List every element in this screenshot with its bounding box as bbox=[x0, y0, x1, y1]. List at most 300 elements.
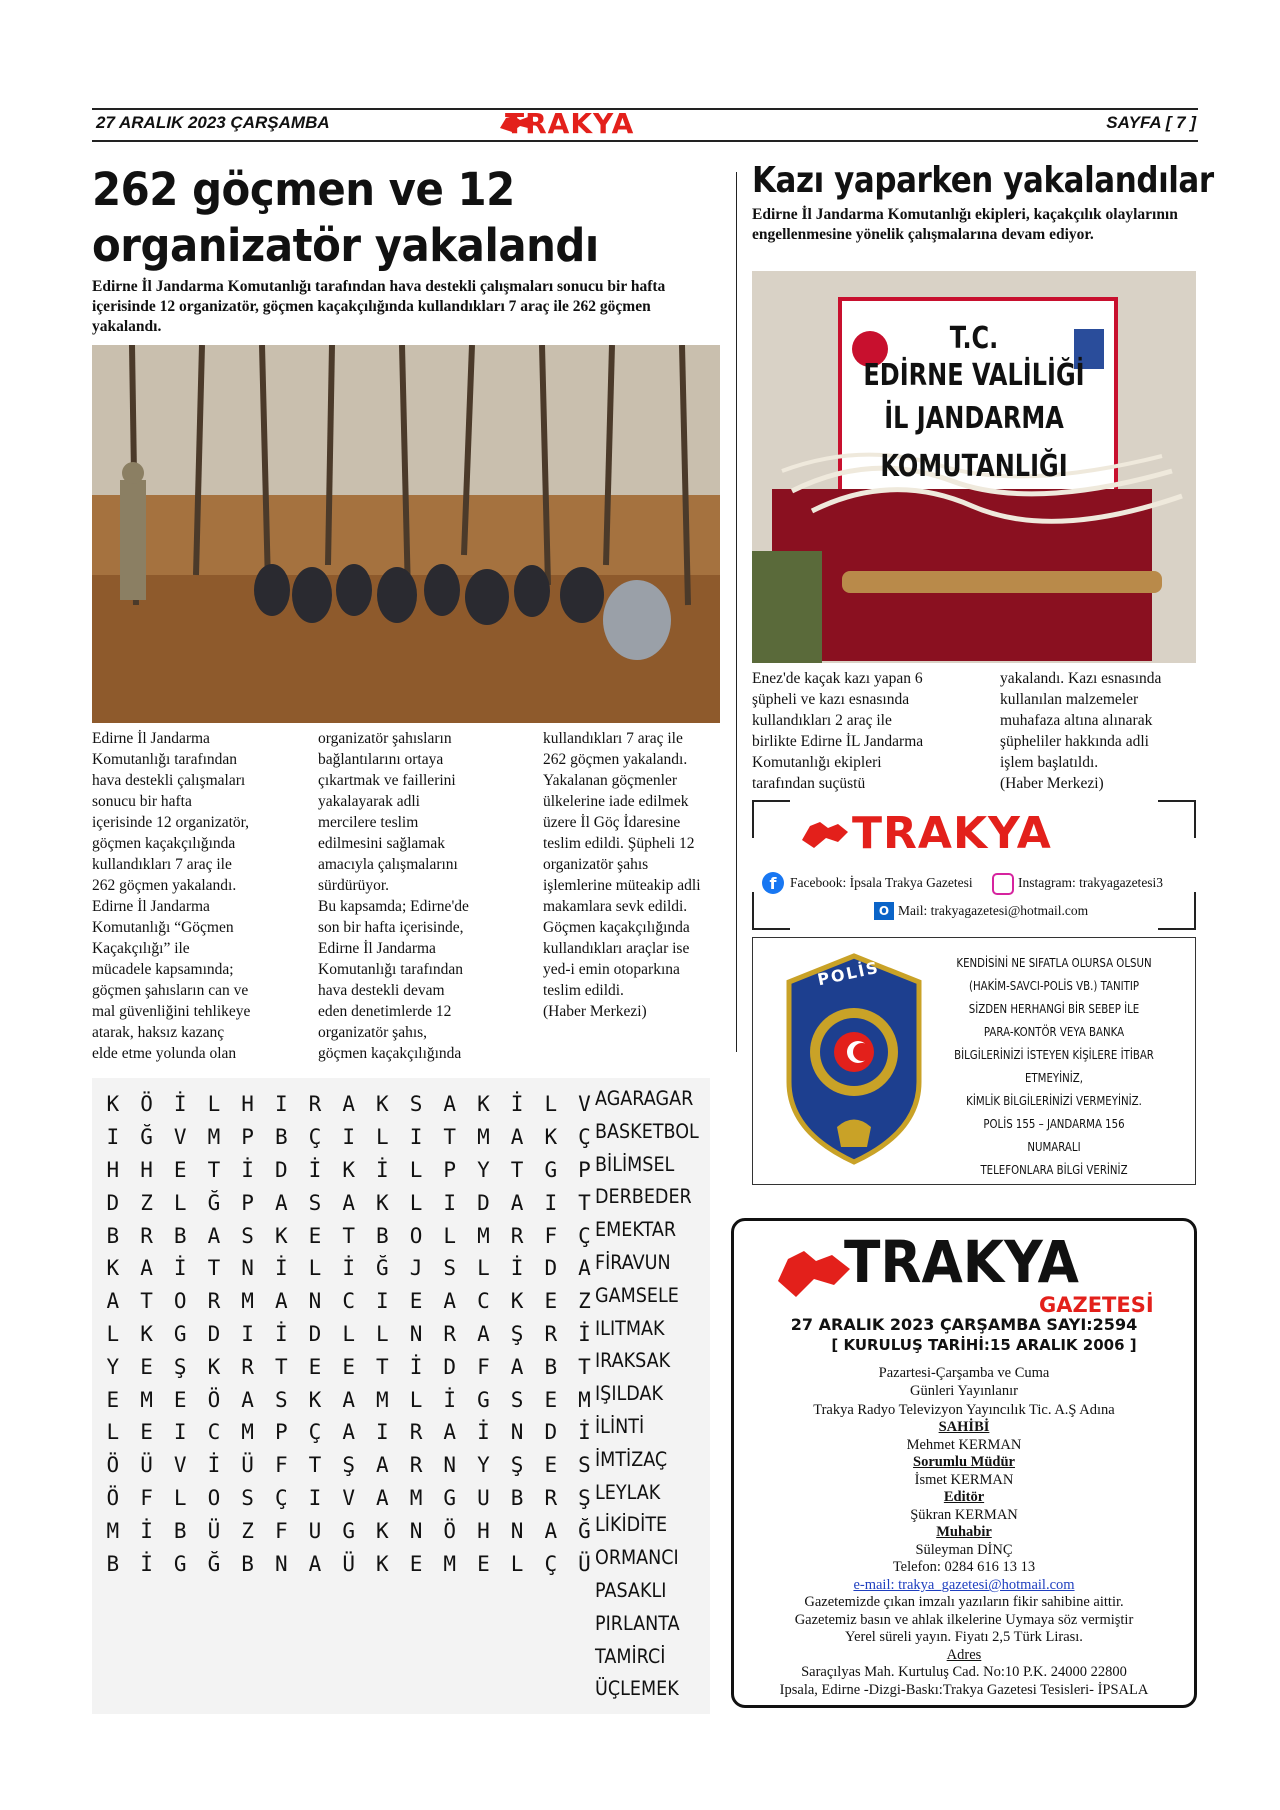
turkey-map-icon bbox=[800, 816, 852, 850]
puzzle-cell: Ü bbox=[342, 1551, 355, 1576]
puzzle-cell: Z bbox=[140, 1190, 153, 1215]
puzzle-cell: A bbox=[342, 1190, 355, 1215]
puzzle-cell: T bbox=[578, 1354, 591, 1379]
puzzle-cell: A bbox=[207, 1223, 221, 1248]
puzzle-cell: Ç bbox=[578, 1125, 591, 1150]
puzzle-cell: Ş bbox=[510, 1453, 524, 1478]
puzzle-cell: E bbox=[342, 1354, 355, 1379]
puzzle-cell: E bbox=[173, 1157, 187, 1182]
mail-link[interactable]: Mail: trakyagazetesi@hotmail.com bbox=[898, 903, 1089, 918]
puzzle-cell: V bbox=[173, 1453, 187, 1478]
puzzle-word: İLİNTİ bbox=[595, 1414, 645, 1438]
puzzle-cell: İ bbox=[342, 1256, 355, 1281]
gazette-owner-title: SAHİBİ bbox=[938, 1419, 990, 1435]
puzzle-cell: O bbox=[409, 1223, 423, 1248]
puzzle-cell: H bbox=[140, 1157, 153, 1182]
puzzle-cell: E bbox=[544, 1453, 558, 1478]
puzzle-cell: B bbox=[106, 1551, 120, 1576]
puzzle-cell: Ş bbox=[578, 1485, 591, 1510]
instagram-icon bbox=[992, 873, 1014, 895]
facebook-icon: f bbox=[762, 872, 784, 894]
puzzle-cell: H bbox=[241, 1092, 254, 1117]
puzzle-cell: İ bbox=[409, 1354, 423, 1379]
puzzle-row bbox=[96, 1350, 601, 1383]
gazette-schedule-1: Pazartesi-Çarşamba ve Cuma bbox=[878, 1365, 1050, 1381]
puzzle-cell: Ü bbox=[207, 1518, 221, 1543]
puzzle-cell: C bbox=[342, 1289, 355, 1314]
puzzle-cell: L bbox=[308, 1256, 322, 1281]
puzzle-cell: K bbox=[376, 1551, 389, 1576]
puzzle-word: LEYLAK bbox=[595, 1480, 661, 1504]
police-warning-text: KENDİSİNİ NE SIFATLA OLURSA OLSUN (HAKİM-SAVCI-POLİS VB.) TANITIP SİZDEN HERHANGİ BİR SEBEP İLE PARA-KONTÖR VEYA BANKA BİLGİLERİNİZİ İSTEYEN KİŞİLERE İTİBAR ETMEYİNİZ, KİMLİK BİLGİLERİNİZİ VERMEYİNİZ. POLİS 155 – JANDARMA 156 NUMARALI TELEFONLARA BİLGİ VERİNİZ bbox=[954, 956, 1154, 1177]
header-rule-bottom bbox=[92, 140, 1198, 142]
puzzle-row bbox=[96, 1318, 601, 1351]
puzzle-cell: Ş bbox=[342, 1453, 355, 1478]
puzzle-cell: Ö bbox=[207, 1387, 221, 1412]
puzzle-cell: İ bbox=[376, 1157, 389, 1182]
puzzle-cell: I bbox=[274, 1092, 288, 1117]
puzzle-cell: R bbox=[207, 1289, 221, 1314]
article2-column-2: yakalandı. Kazı esnasında kullanılan malzemeler muhafaza altına alınarak şüpheliler hakkında adli işlem başlatıldı. (Haber Merkezi) bbox=[1000, 670, 1162, 792]
puzzle-cell: P bbox=[241, 1190, 254, 1215]
puzzle-cell: R bbox=[544, 1321, 558, 1346]
puzzle-cell: G bbox=[342, 1518, 355, 1543]
puzzle-cell: T bbox=[510, 1157, 524, 1182]
puzzle-cell: K bbox=[106, 1256, 120, 1281]
puzzle-word: TAMİRCİ bbox=[595, 1644, 666, 1668]
puzzle-cell: Ü bbox=[578, 1551, 591, 1576]
puzzle-word: AGARAGAR bbox=[595, 1087, 694, 1110]
puzzle-cell: P bbox=[241, 1125, 254, 1150]
gazette-note-2: Gazetemiz basın ve ahlak ilkelerine Uymaya söz vermiştir bbox=[794, 1612, 1134, 1628]
puzzle-cell: E bbox=[140, 1354, 153, 1379]
puzzle-word: BİLİMSEL bbox=[595, 1152, 675, 1176]
puzzle-cell: F bbox=[274, 1518, 288, 1543]
article1-headline: 262 göçmen ve 12 organizatör yakalandı bbox=[92, 163, 599, 272]
puzzle-cell: I bbox=[342, 1125, 355, 1150]
puzzle-cell: Y bbox=[477, 1157, 490, 1182]
puzzle-cell: M bbox=[409, 1485, 423, 1510]
frame-corner bbox=[752, 800, 790, 838]
puzzle-cell: K bbox=[207, 1354, 221, 1379]
puzzle-row bbox=[96, 1416, 601, 1449]
puzzle-cell: K bbox=[308, 1387, 322, 1412]
puzzle-row bbox=[96, 1154, 601, 1187]
puzzle-cell: B bbox=[173, 1518, 187, 1543]
puzzle-cell: M bbox=[140, 1387, 153, 1412]
puzzle-cell: Ö bbox=[106, 1453, 120, 1478]
puzzle-cell: G bbox=[173, 1321, 187, 1346]
puzzle-word: IŞILDAK bbox=[595, 1382, 663, 1406]
puzzle-cell: C bbox=[477, 1289, 490, 1314]
puzzle-cell: U bbox=[308, 1518, 322, 1543]
puzzle-cell: E bbox=[544, 1289, 558, 1314]
gazette-subtitle: GAZETESİ bbox=[1039, 1293, 1154, 1317]
header-brand: TRAKYA bbox=[505, 107, 635, 140]
puzzle-cell: K bbox=[376, 1092, 389, 1117]
puzzle-cell: A bbox=[443, 1289, 457, 1314]
puzzle-word: IRAKSAK bbox=[595, 1349, 671, 1373]
puzzle-cell: A bbox=[140, 1256, 153, 1281]
puzzle-cell: I bbox=[376, 1420, 389, 1445]
puzzle-cell: İ bbox=[140, 1518, 153, 1543]
puzzle-cell: O bbox=[207, 1485, 221, 1510]
puzzle-cell: E bbox=[106, 1387, 120, 1412]
article1-lead: Edirne İl Jandarma Komutanlığı tarafından hava destekli çalışmaları sonucu bir hafta içerisinde 12 organizatör, göçmen kaçakçılığında kullandıkları 7 araç ile 262 göçmen yakalandı. bbox=[92, 278, 666, 335]
puzzle-cell: Ğ bbox=[140, 1125, 153, 1150]
puzzle-cell: N bbox=[241, 1256, 254, 1281]
puzzle-word: ORMANCI bbox=[595, 1546, 679, 1570]
issue-date: 27 ARALIK 2023 ÇARŞAMBA bbox=[96, 113, 330, 132]
facebook-link[interactable]: Facebook: İpsala Trakya Gazetesi bbox=[790, 875, 973, 890]
puzzle-cell: R bbox=[443, 1321, 457, 1346]
gazette-masthead-box bbox=[731, 1218, 1197, 1708]
gazette-manager-title: Sorumlu Müdür bbox=[913, 1454, 1015, 1470]
puzzle-cell: E bbox=[544, 1387, 558, 1412]
puzzle-cell: K bbox=[274, 1223, 288, 1248]
gazette-address-title: Adres bbox=[946, 1647, 982, 1663]
puzzle-cell: C bbox=[207, 1420, 221, 1445]
puzzle-cell: K bbox=[106, 1092, 120, 1117]
article1-column-1: Edirne İl Jandarma Komutanlığı tarafından hava destekli çalışmaları sonucu bir hafta içerisinde 12 organizatör, göçmen kaçakçılığında kullandıkları 7 araç ile 262 göçmen yakalandı. Edirne İl Jandarma Komutanlığı “Göçmen Kaçakçılığı” ile mücadele kapsamında; göçmen şahısların can ve mal güvenliğini tehlikeye atarak, haksız kazanç elde etme yolunda olan bbox=[92, 730, 251, 1062]
puzzle-word: ILITMAK bbox=[595, 1316, 665, 1340]
puzzle-cell: I bbox=[409, 1125, 423, 1150]
puzzle-cell: S bbox=[274, 1387, 288, 1412]
article2-photo bbox=[752, 271, 1196, 663]
puzzle-cell: M bbox=[241, 1289, 254, 1314]
gazette-founded: [ KURULUŞ TARİHİ:15 ARALIK 2006 ] bbox=[831, 1336, 1137, 1354]
puzzle-word: GAMSELE bbox=[595, 1283, 679, 1307]
puzzle-word: FİRAVUN bbox=[595, 1250, 671, 1274]
puzzle-cell: P bbox=[578, 1157, 591, 1182]
puzzle-cell: E bbox=[409, 1551, 423, 1576]
puzzle-row bbox=[96, 1449, 601, 1482]
puzzle-cell: G bbox=[173, 1551, 187, 1576]
column-divider bbox=[736, 172, 737, 1052]
puzzle-cell: S bbox=[241, 1223, 254, 1248]
puzzle-cell: T bbox=[140, 1289, 153, 1314]
puzzle-word: LİKİDİTE bbox=[595, 1513, 668, 1537]
puzzle-cell: Ö bbox=[140, 1092, 153, 1117]
puzzle-cell: A bbox=[342, 1092, 355, 1117]
puzzle-cell: I bbox=[106, 1125, 120, 1150]
puzzle-cell: Z bbox=[241, 1518, 254, 1543]
puzzle-cell: T bbox=[376, 1354, 389, 1379]
puzzle-cell: M bbox=[376, 1387, 389, 1412]
puzzle-cell: Ğ bbox=[207, 1551, 221, 1576]
puzzle-cell: K bbox=[376, 1518, 389, 1543]
gazette-company: Trakya Radyo Televizyon Yayıncılık Tic. A.Ş Adına bbox=[813, 1402, 1115, 1418]
puzzle-cell: Ü bbox=[140, 1453, 153, 1478]
puzzle-cell: E bbox=[140, 1420, 153, 1445]
puzzle-cell: P bbox=[274, 1420, 288, 1445]
puzzle-cell: M bbox=[477, 1125, 490, 1150]
puzzle-cell: A bbox=[241, 1387, 254, 1412]
article1-photo bbox=[92, 345, 720, 723]
puzzle-cell: Y bbox=[477, 1453, 490, 1478]
article2-headline: Kazı yaparken yakalandılar bbox=[752, 160, 1214, 201]
puzzle-cell: K bbox=[477, 1092, 490, 1117]
puzzle-cell: F bbox=[544, 1223, 558, 1248]
puzzle-cell: L bbox=[443, 1223, 457, 1248]
gazette-phone: Telefon: 0284 616 13 13 bbox=[892, 1559, 1036, 1575]
puzzle-row bbox=[96, 1514, 601, 1547]
puzzle-cell: Z bbox=[578, 1289, 591, 1314]
puzzle-cell: A bbox=[376, 1485, 389, 1510]
puzzle-row bbox=[96, 1285, 601, 1318]
puzzle-cell: T bbox=[443, 1125, 457, 1150]
article2-lead: Edirne İl Jandarma Komutanlığı ekipleri, kaçakçılık olaylarının engellenmesine yönelik çalışmalarına devam ediyor. bbox=[752, 206, 1178, 243]
puzzle-cell: B bbox=[274, 1125, 288, 1150]
puzzle-word: ÜÇLEMEK bbox=[595, 1677, 679, 1701]
gazette-email-link[interactable]: e-mail: trakya_gazetesi@hotmail.com bbox=[853, 1577, 1075, 1593]
puzzle-cell: İ bbox=[308, 1157, 322, 1182]
puzzle-cell: R bbox=[510, 1223, 524, 1248]
puzzle-cell: I bbox=[308, 1485, 322, 1510]
puzzle-cell: K bbox=[510, 1289, 524, 1314]
puzzle-cell: E bbox=[308, 1354, 322, 1379]
puzzle-cell: E bbox=[173, 1387, 187, 1412]
puzzle-cell: B bbox=[173, 1223, 187, 1248]
puzzle-cell: Ü bbox=[241, 1453, 254, 1478]
puzzle-cell: B bbox=[376, 1223, 389, 1248]
puzzle-cell: F bbox=[140, 1485, 153, 1510]
puzzle-cell: V bbox=[578, 1092, 591, 1117]
puzzle-cell: Ç bbox=[308, 1125, 322, 1150]
puzzle-cell: A bbox=[342, 1387, 355, 1412]
puzzle-cell: A bbox=[274, 1190, 288, 1215]
puzzle-cell: H bbox=[477, 1518, 490, 1543]
gazette-manager: İsmet KERMAN bbox=[914, 1472, 1014, 1488]
puzzle-cell: T bbox=[274, 1354, 288, 1379]
puzzle-cell: I bbox=[544, 1190, 558, 1215]
puzzle-cell: I bbox=[173, 1420, 187, 1445]
puzzle-cell: J bbox=[409, 1256, 423, 1281]
gazette-editor: Şükran KERMAN bbox=[910, 1507, 1018, 1523]
police-badge-label: POLİS bbox=[815, 957, 882, 990]
puzzle-cell: L bbox=[510, 1551, 524, 1576]
puzzle-cell: U bbox=[477, 1485, 490, 1510]
puzzle-cell: S bbox=[409, 1092, 423, 1117]
puzzle-cell: A bbox=[544, 1518, 558, 1543]
sign-line-2: EDİRNE VALİLİĞİ bbox=[863, 358, 1085, 393]
puzzle-cell: T bbox=[207, 1157, 221, 1182]
puzzle-row bbox=[96, 1121, 601, 1154]
puzzle-cell: A bbox=[308, 1551, 322, 1576]
puzzle-cell: A bbox=[578, 1256, 591, 1281]
gazette-owner: Mehmet KERMAN bbox=[906, 1437, 1022, 1453]
page-number: SAYFA [ 7 ] bbox=[1106, 113, 1196, 132]
puzzle-cell: A bbox=[342, 1420, 355, 1445]
puzzle-cell: M bbox=[207, 1125, 221, 1150]
puzzle-cell: K bbox=[140, 1321, 153, 1346]
puzzle-cell: L bbox=[106, 1321, 120, 1346]
puzzle-row bbox=[96, 1088, 601, 1121]
puzzle-cell: G bbox=[544, 1157, 558, 1182]
puzzle-cell: D bbox=[308, 1321, 322, 1346]
puzzle-cell: A bbox=[274, 1289, 288, 1314]
puzzle-cell: Ö bbox=[443, 1518, 457, 1543]
puzzle-cell: R bbox=[544, 1485, 558, 1510]
puzzle-cell: A bbox=[443, 1092, 457, 1117]
puzzle-cell: S bbox=[241, 1485, 254, 1510]
puzzle-cell: R bbox=[409, 1453, 423, 1478]
puzzle-cell: İ bbox=[274, 1321, 288, 1346]
turkey-map-icon bbox=[774, 1241, 854, 1301]
article1-column-3: kullandıkları 7 araç ile 262 göçmen yakalandı. Yakalanan göçmenler ülkelerine iade edilmek üzere İl Göç İdaresine teslim edildi. Şüpheli 12 organizatör şahıs işlemlerine müteakip adli makamlara sevk edildi. Göçmen kaçakçılığında kullandıkları araçlar ise yed-i emin otoparkına teslim edildi. (Haber Merkezi) bbox=[543, 730, 701, 1020]
puzzle-cell: L bbox=[409, 1190, 423, 1215]
puzzle-cell: N bbox=[409, 1321, 423, 1346]
puzzle-cell: L bbox=[173, 1485, 187, 1510]
police-badge-icon bbox=[779, 952, 929, 1167]
article2-column-1: Enez'de kaçak kazı yapan 6 şüpheli ve kazı esnasında kullandıkları 2 araç ile birlikte Edirne İL Jandarma Komutanlığı ekipleri tarafından suçüstü bbox=[752, 670, 924, 792]
puzzle-cell: E bbox=[308, 1223, 322, 1248]
puzzle-cell: A bbox=[106, 1289, 120, 1314]
puzzle-cell: L bbox=[376, 1125, 389, 1150]
puzzle-cell: İ bbox=[477, 1420, 490, 1445]
sign-line-1: T.C. bbox=[949, 321, 999, 356]
puzzle-cell: L bbox=[207, 1092, 221, 1117]
puzzle-cell: L bbox=[409, 1387, 423, 1412]
puzzle-cell: A bbox=[376, 1453, 389, 1478]
puzzle-cell: P bbox=[443, 1157, 457, 1182]
puzzle-cell: M bbox=[106, 1518, 120, 1543]
puzzle-cell: T bbox=[342, 1223, 355, 1248]
puzzle-word: DERBEDER bbox=[595, 1185, 692, 1209]
puzzle-cell: İ bbox=[173, 1092, 187, 1117]
puzzle-cell: A bbox=[443, 1420, 457, 1445]
puzzle-cell: K bbox=[342, 1157, 355, 1182]
puzzle-cell: İ bbox=[578, 1420, 591, 1445]
puzzle-cell: Ğ bbox=[207, 1190, 221, 1215]
puzzle-word: BASKETBOL bbox=[595, 1119, 699, 1143]
puzzle-cell: D bbox=[274, 1157, 288, 1182]
puzzle-row bbox=[96, 1219, 601, 1252]
puzzle-cell: D bbox=[106, 1190, 120, 1215]
police-warning-box bbox=[752, 937, 1196, 1185]
gazette-issue: 27 ARALIK 2023 ÇARŞAMBA SAYI:2594 bbox=[790, 1315, 1138, 1334]
gazette-reporter-title: Muhabir bbox=[936, 1524, 992, 1540]
puzzle-cell: B bbox=[510, 1485, 524, 1510]
puzzle-cell: M bbox=[443, 1551, 457, 1576]
puzzle-cell: E bbox=[409, 1289, 423, 1314]
puzzle-cell: İ bbox=[207, 1453, 221, 1478]
gazette-note-3: Yerel süreli yayın. Fiyatı 2,5 Türk Lirası. bbox=[845, 1629, 1083, 1645]
puzzle-row bbox=[96, 1186, 601, 1219]
puzzle-cell: V bbox=[342, 1485, 355, 1510]
puzzle-cell: R bbox=[409, 1420, 423, 1445]
gazette-schedule-2: Günleri Yayınlanır bbox=[910, 1383, 1018, 1399]
puzzle-cell: A bbox=[510, 1190, 524, 1215]
gazette-address-1: Saraçılyas Mah. Kurtuluş Cad. No:10 P.K. 24000 22800 bbox=[801, 1664, 1127, 1680]
puzzle-cell: O bbox=[173, 1289, 187, 1314]
puzzle-cell: Ğ bbox=[376, 1256, 389, 1281]
puzzle-cell: N bbox=[443, 1453, 457, 1478]
instagram-link[interactable]: Instagram: trakyagazetesi3 bbox=[1018, 875, 1164, 890]
puzzle-cell: S bbox=[578, 1453, 591, 1478]
puzzle-cell: N bbox=[274, 1551, 288, 1576]
puzzle-cell: R bbox=[241, 1354, 254, 1379]
puzzle-cell: D bbox=[477, 1190, 490, 1215]
puzzle-cell: Ş bbox=[510, 1321, 524, 1346]
puzzle-cell: M bbox=[241, 1420, 254, 1445]
puzzle-cell: K bbox=[544, 1125, 558, 1150]
puzzle-cell: İ bbox=[510, 1256, 524, 1281]
puzzle-word: PIRLANTA bbox=[595, 1611, 680, 1635]
puzzle-cell: İ bbox=[140, 1551, 153, 1576]
puzzle-word: İMTİZAÇ bbox=[595, 1447, 668, 1471]
puzzle-cell: S bbox=[443, 1256, 457, 1281]
contact-box bbox=[752, 800, 1196, 930]
puzzle-cell: Ç bbox=[274, 1485, 288, 1510]
puzzle-word: EMEKTAR bbox=[595, 1218, 677, 1242]
puzzle-row bbox=[96, 1383, 601, 1416]
puzzle-cell: T bbox=[207, 1256, 221, 1281]
gazette-note-1: Gazetemizde çıkan imzalı yazıların fikir sahibine aittir. bbox=[804, 1594, 1124, 1610]
puzzle-cell: İ bbox=[274, 1256, 288, 1281]
word-search-word-list bbox=[595, 1083, 710, 1706]
puzzle-cell: D bbox=[207, 1321, 221, 1346]
puzzle-cell: Y bbox=[106, 1354, 120, 1379]
puzzle-cell: G bbox=[477, 1387, 490, 1412]
puzzle-cell: L bbox=[342, 1321, 355, 1346]
article1-column-2: organizatör şahısların bağlantılarını ortaya çıkartmak ve faillerini yakalayarak adli mercilere teslim edilmesini sağlamak amacıyla çalışmalarını sürdürüyor. Bu kapsamda; Edirne'de son bir hafta içerisinde, Edirne İl Jandarma Komutanlığı tarafından hava destekli devam eden denetimlerde 12 organizatör şahıs, göçmen kaçakçılığında bbox=[318, 730, 469, 1062]
outlook-icon: O bbox=[874, 902, 894, 920]
puzzle-cell: T bbox=[308, 1453, 322, 1478]
puzzle-cell: N bbox=[308, 1289, 322, 1314]
sign-line-3: İL JANDARMA KOMUTANLIĞI bbox=[880, 401, 1068, 484]
puzzle-cell: L bbox=[544, 1092, 558, 1117]
gazette-address-2: Ipsala, Edirne -Dizgi-Baskı:Trakya Gazetesi Tesisleri- İPSALA bbox=[779, 1682, 1149, 1698]
puzzle-cell: I bbox=[376, 1289, 389, 1314]
puzzle-cell: L bbox=[477, 1256, 490, 1281]
word-search-grid bbox=[96, 1088, 601, 1580]
puzzle-cell: B bbox=[544, 1354, 558, 1379]
gazette-reporter: Süleyman DİNÇ bbox=[915, 1542, 1013, 1558]
frame-corner bbox=[1158, 800, 1196, 838]
puzzle-cell: Ç bbox=[578, 1223, 591, 1248]
puzzle-cell: İ bbox=[510, 1092, 524, 1117]
gazette-brand: TRAKYA bbox=[844, 1228, 1079, 1296]
puzzle-cell: S bbox=[308, 1190, 322, 1215]
puzzle-row bbox=[96, 1252, 601, 1285]
puzzle-cell: Ğ bbox=[578, 1518, 591, 1543]
puzzle-cell: Ö bbox=[106, 1485, 120, 1510]
puzzle-cell: E bbox=[477, 1551, 490, 1576]
puzzle-cell: N bbox=[510, 1518, 524, 1543]
puzzle-cell: N bbox=[510, 1420, 524, 1445]
puzzle-cell: İ bbox=[443, 1387, 457, 1412]
puzzle-cell: L bbox=[409, 1157, 423, 1182]
frame-corner bbox=[1158, 892, 1196, 930]
puzzle-cell: L bbox=[106, 1420, 120, 1445]
puzzle-cell: F bbox=[477, 1354, 490, 1379]
puzzle-cell: D bbox=[544, 1256, 558, 1281]
puzzle-cell: V bbox=[173, 1125, 187, 1150]
puzzle-cell: B bbox=[241, 1551, 254, 1576]
frame-corner bbox=[752, 892, 790, 930]
puzzle-cell: L bbox=[376, 1321, 389, 1346]
puzzle-cell: R bbox=[140, 1223, 153, 1248]
puzzle-cell: İ bbox=[173, 1256, 187, 1281]
puzzle-cell: D bbox=[443, 1354, 457, 1379]
puzzle-cell: İ bbox=[578, 1321, 591, 1346]
puzzle-word: PASAKLI bbox=[595, 1578, 667, 1602]
puzzle-cell: D bbox=[544, 1420, 558, 1445]
puzzle-cell: R bbox=[308, 1092, 322, 1117]
puzzle-cell: İ bbox=[241, 1157, 254, 1182]
puzzle-cell: Ç bbox=[544, 1551, 558, 1576]
